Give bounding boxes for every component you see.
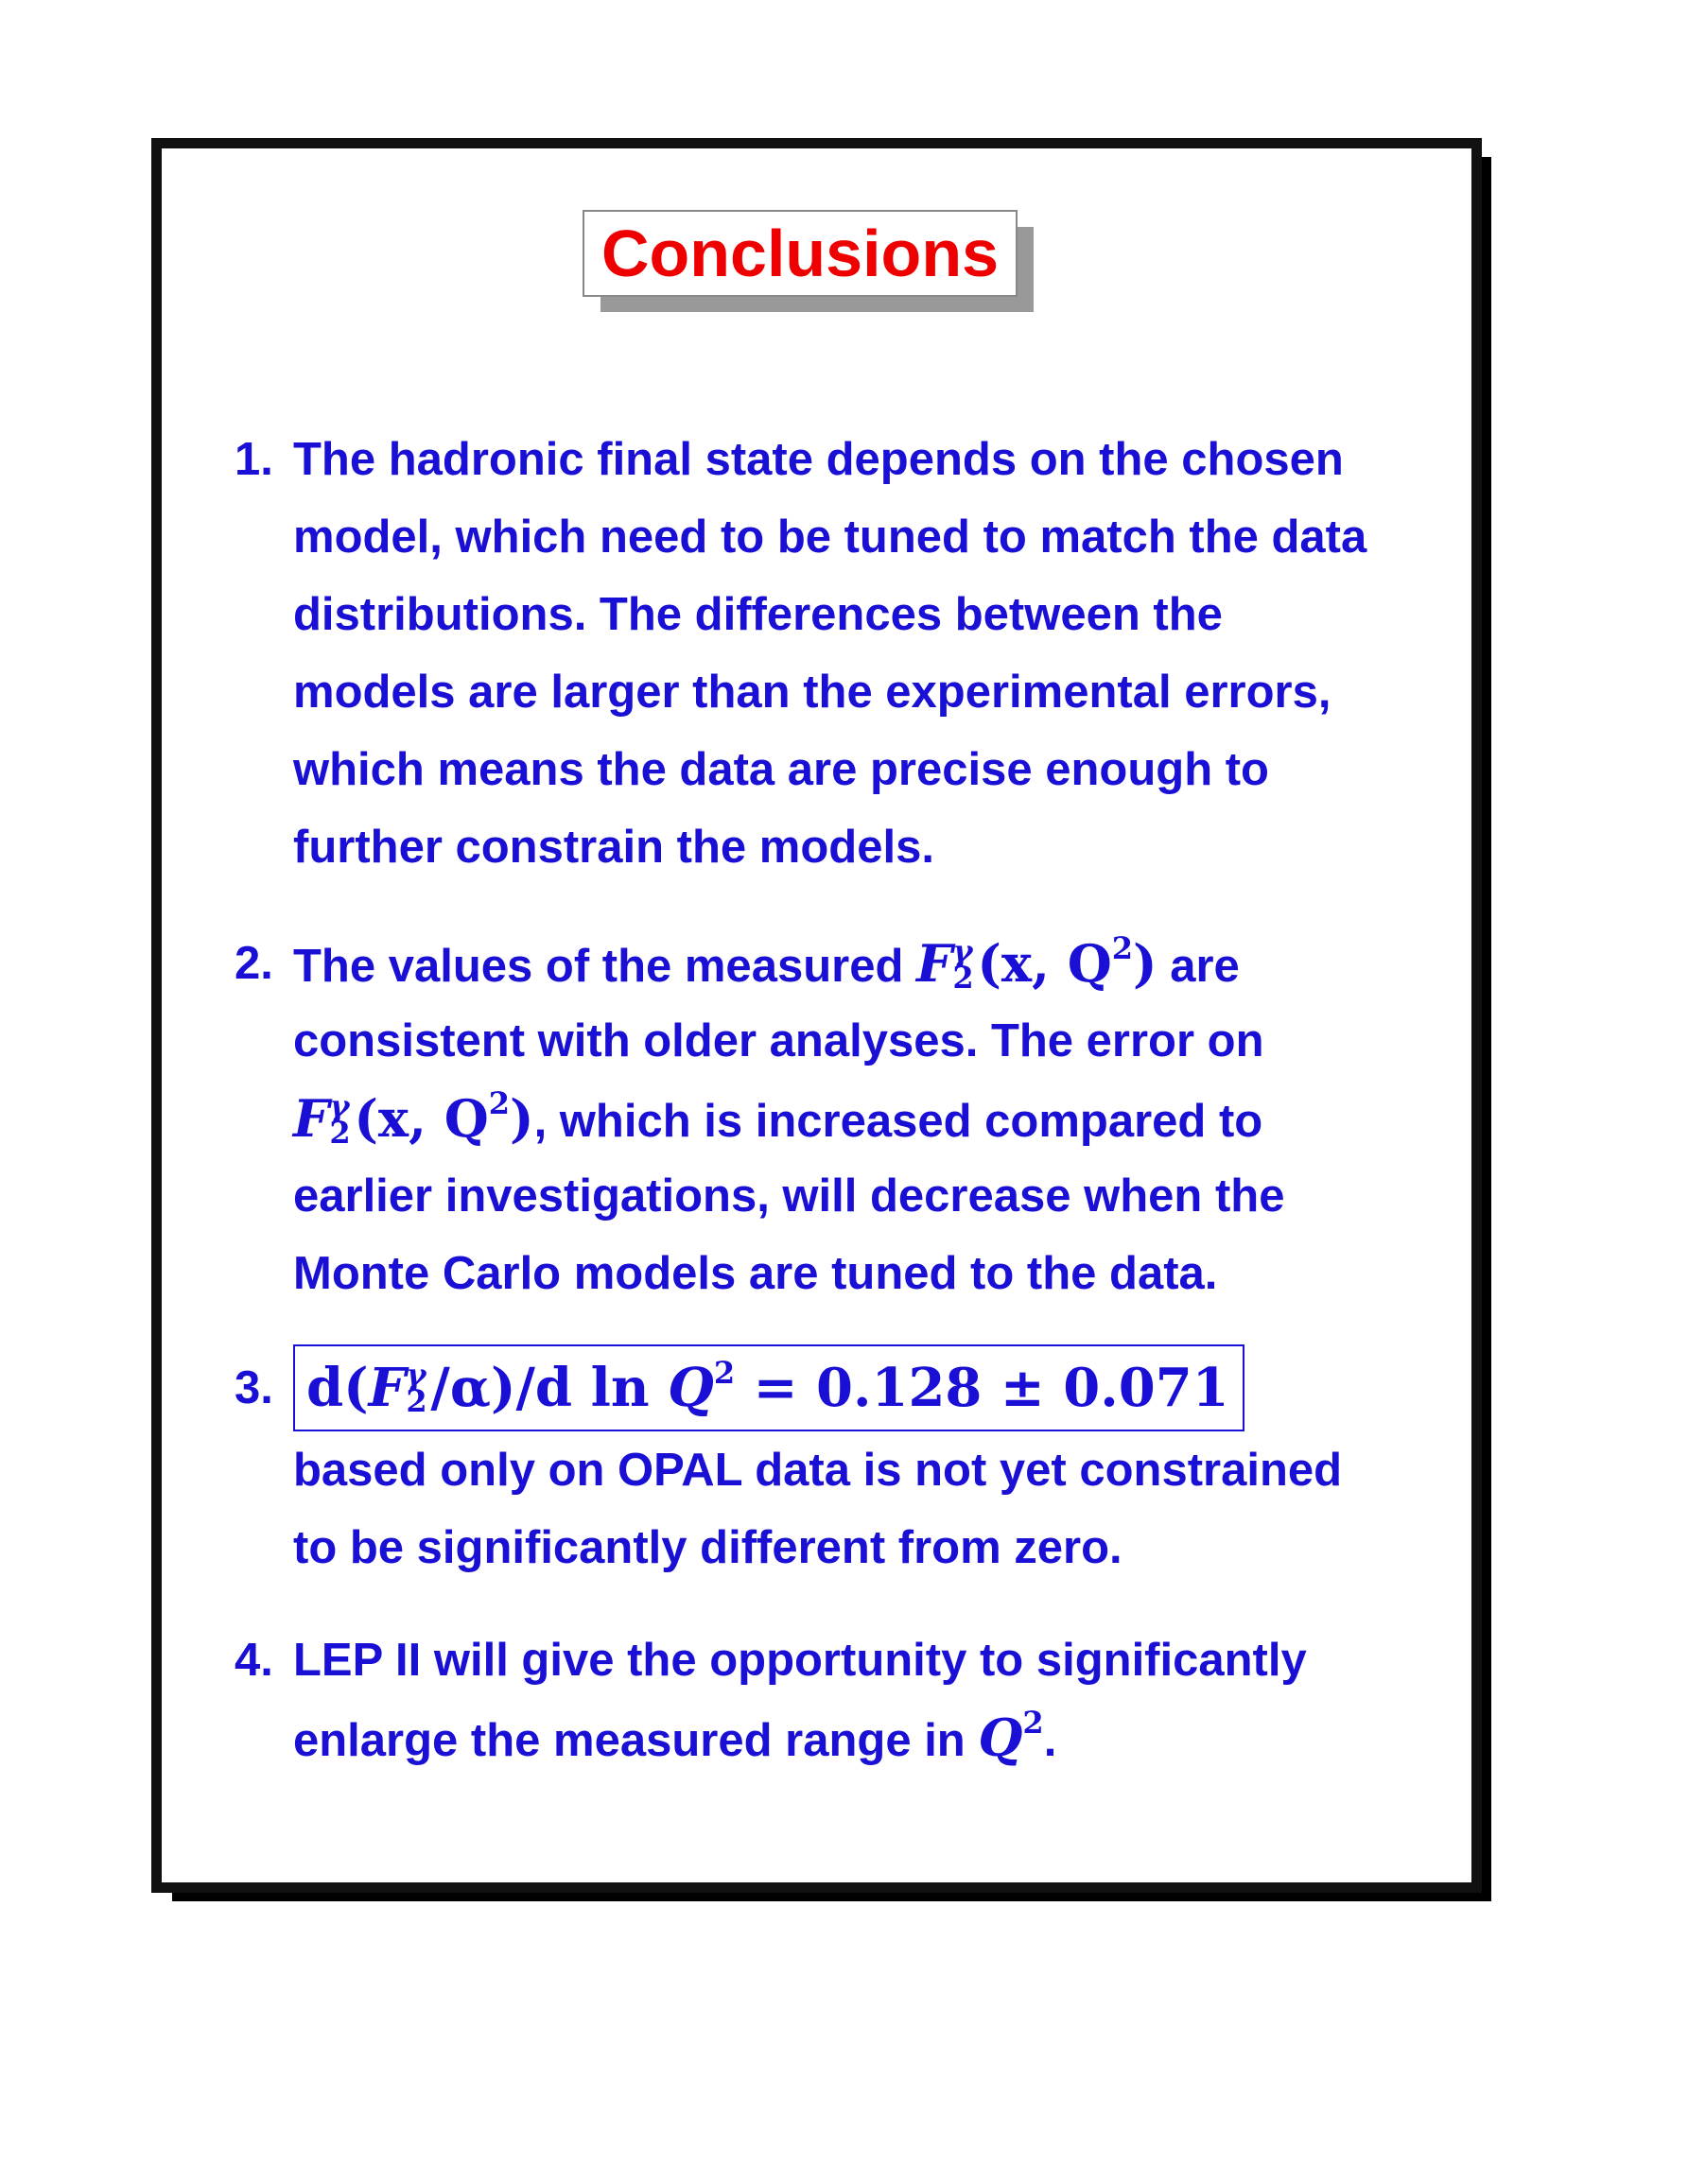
result-formula-box (293, 1344, 1244, 1431)
math-part: = 0.128 ± 0.071 (735, 1357, 1229, 1419)
text-line: model, which need to be tuned to match the data (293, 511, 1367, 563)
text-line: earlier investigations, will decrease when the (293, 1170, 1285, 1222)
math-symbol: F (293, 1088, 330, 1149)
math-args: (x, Q (977, 933, 1112, 994)
structure-function-formula (293, 1085, 534, 1151)
text-line: The hadronic final state depends on the chosen (293, 434, 1344, 485)
math-superscript: 2 (1111, 930, 1133, 966)
text-line: which means the data are precise enough to (293, 744, 1269, 795)
q-squared-formula (978, 1707, 1043, 1768)
math-symbol: Q (668, 1357, 714, 1419)
math-part: /α)/d ln (430, 1357, 669, 1419)
item-text (293, 925, 1428, 1312)
math-symbol: F (368, 1357, 407, 1419)
text-line: models are larger than the experimental errors, (293, 667, 1331, 718)
item-text (293, 421, 1428, 886)
item-number: 2. (235, 938, 273, 989)
text-line: to be significantly different from zero. (293, 1522, 1122, 1573)
text-fragment: The values of the measured (293, 941, 904, 992)
math-subscript: 2 (952, 959, 974, 996)
text-line (293, 925, 1428, 1002)
text-line: consistent with older analyses. The error on (293, 1015, 1264, 1066)
item-number: 3. (235, 1362, 273, 1413)
structure-function-formula (916, 930, 1157, 996)
math-superscript: γ (406, 1357, 426, 1394)
text-line (293, 1699, 1428, 1777)
math-subscript: 2 (329, 1114, 351, 1151)
text-line: further constrain the models. (293, 822, 934, 873)
item-number: 4. (235, 1635, 273, 1686)
text-fragment: are (1170, 941, 1240, 992)
text-line: LEP II will give the opportunity to significantly (293, 1635, 1307, 1686)
text-line: based only on OPAL data is not yet constrained (293, 1445, 1343, 1496)
math-superscript: 2 (1022, 1705, 1044, 1741)
math-symbol: Q (978, 1707, 1023, 1768)
text-line: distributions. The differences between the (293, 589, 1223, 640)
math-part: d( (306, 1357, 369, 1419)
math-superscript: γ (952, 932, 973, 969)
text-fragment: . (1043, 1715, 1057, 1766)
result-formula (306, 1357, 1229, 1419)
text-line: Monte Carlo models are tuned to the data. (293, 1248, 1218, 1299)
item-text (293, 1344, 1428, 1586)
item-number: 1. (235, 434, 273, 485)
math-args: (x, Q (354, 1088, 489, 1149)
title-box (583, 210, 1018, 297)
math-subscript: 2 (406, 1383, 427, 1420)
text-fragment: , which is increased compared to (533, 1096, 1263, 1147)
text-line (293, 1080, 1428, 1157)
item-text (293, 1621, 1428, 1777)
text-fragment: enlarge the measured range in (293, 1715, 966, 1766)
math-close: ) (510, 1088, 534, 1149)
math-superscript: γ (329, 1087, 350, 1124)
math-close: ) (1133, 933, 1157, 994)
page-title: Conclusions (600, 217, 1000, 290)
math-superscript: 2 (713, 1355, 736, 1391)
math-symbol: F (916, 933, 953, 994)
math-superscript: 2 (488, 1085, 510, 1121)
